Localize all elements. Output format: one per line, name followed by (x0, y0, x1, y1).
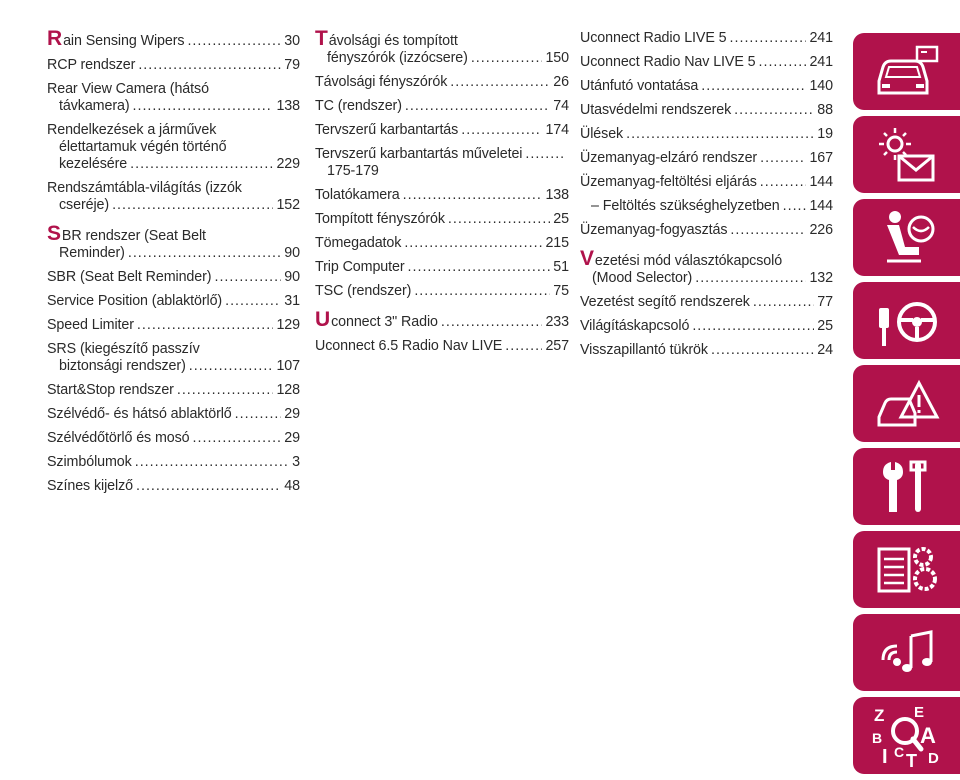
index-entry (47, 269, 300, 286)
index-page-number: 29 (284, 430, 300, 446)
index-entry (580, 54, 833, 71)
index-page-number: 140 (809, 78, 833, 94)
tab-emergency[interactable] (853, 365, 960, 442)
index-page-number: 75 (553, 283, 569, 299)
index-page-number: 174 (545, 122, 569, 138)
index-entry-label: Szélvédő- és hátsó ablaktörlő (47, 406, 232, 422)
dot-leader (177, 382, 274, 399)
dot-leader (414, 283, 550, 300)
index-entry (580, 150, 833, 167)
index-page-number: 167 (809, 150, 833, 166)
key-steering-wheel-icon (873, 290, 941, 352)
index-page-number: 88 (817, 102, 833, 118)
index-page-number: 138 (276, 98, 300, 114)
dot-leader (128, 245, 281, 262)
index-entry (315, 259, 569, 276)
index-page-number: 31 (284, 293, 300, 309)
index-page-number: 77 (817, 294, 833, 310)
index-entry (580, 126, 833, 143)
index-entry (580, 342, 833, 359)
tab-safety[interactable] (853, 199, 960, 276)
index-letter-e: E (913, 703, 924, 721)
index-page-number: 79 (284, 57, 300, 73)
index-letter-b: B (871, 729, 882, 746)
index-page-number: 25 (817, 318, 833, 334)
dot-leader (448, 211, 550, 228)
index-entry (580, 222, 833, 239)
dot-leader (403, 187, 543, 204)
index-page-number: 129 (276, 317, 300, 333)
index-entry-label: ezetési mód választókapcsoló (594, 253, 783, 269)
index-entry (315, 338, 569, 355)
wrench-icon (873, 456, 941, 518)
index-entry (315, 308, 569, 331)
tab-starting-driving[interactable] (853, 282, 960, 359)
index-entry-label: (Mood Selector) (592, 270, 693, 286)
index-entry (315, 98, 569, 115)
index-entry-label: Vezetést segítő rendszerek (580, 294, 750, 310)
index-entry-label: cseréje) (59, 197, 110, 213)
index-entry (315, 27, 569, 67)
index-entry-label: Szélvédőtörlő és mosó (47, 430, 190, 446)
dot-leader (760, 150, 806, 167)
index-entry-label: 175-179 (327, 163, 379, 179)
dot-leader (137, 317, 274, 334)
index-entry-label: TSC (rendszer) (315, 283, 412, 299)
index-entry-label: SBR (Seat Belt Reminder) (47, 269, 212, 285)
index-entry (47, 406, 300, 423)
index-entry-label: Start&Stop rendszer (47, 382, 174, 398)
index-entry-label: Reminder) (59, 245, 125, 261)
dot-leader (692, 318, 814, 335)
index-entry-label: Tervszerű karbantartás műveletei (315, 146, 523, 162)
index-page-number: 51 (553, 259, 569, 275)
index-entry-label: Utánfutó vontatása (580, 78, 699, 94)
index-entry (315, 187, 569, 204)
tab-alphabetical-index[interactable] (853, 697, 960, 774)
index-entry-label: Tervszerű karbantartás (315, 122, 459, 138)
dot-leader (783, 198, 807, 215)
dot-leader (405, 98, 550, 115)
index-entry-label: Üzemanyag-feltöltési eljárás (580, 174, 757, 190)
index-page-number: 138 (545, 187, 569, 203)
dot-leader (187, 33, 281, 50)
index-entry-label: élettartamuk végén történő (59, 139, 227, 155)
index-page-number: 150 (545, 50, 569, 66)
index-entry (315, 122, 569, 139)
index-page-number: 29 (284, 406, 300, 422)
index-page-number: 107 (276, 358, 300, 374)
dot-leader (759, 54, 807, 71)
index-page-number: 226 (809, 222, 833, 238)
index-page-number: 30 (284, 33, 300, 49)
index-entry-label: távkamera) (59, 98, 130, 114)
index-entry (47, 81, 300, 115)
index-entry-label: Tolatókamera (315, 187, 400, 203)
dot-leader (461, 122, 542, 139)
tab-maintenance[interactable] (853, 448, 960, 525)
index-entry (315, 211, 569, 228)
multimedia-music-icon (873, 622, 941, 684)
index-initial-letter: S (47, 222, 61, 245)
index-entry-label: Világításkapcsoló (580, 318, 690, 334)
index-entry (47, 293, 300, 310)
seat-airbag-icon (873, 207, 941, 269)
index-page-number: 241 (809, 54, 833, 70)
dot-leader (135, 454, 289, 471)
index-page-number: 152 (276, 197, 300, 213)
dot-leader (133, 98, 274, 115)
index-entry-label: Rendelkezések a járművek (47, 122, 217, 138)
index-entry (47, 430, 300, 447)
index-entry-label: Tompított fényszórók (315, 211, 445, 227)
dot-leader (471, 50, 543, 67)
dot-leader (189, 358, 274, 375)
tab-car-dashboard[interactable] (853, 33, 960, 110)
index-letter-c: C (893, 743, 904, 760)
index-page-number: 48 (284, 478, 300, 494)
chapter-tabs-sidebar (853, 33, 960, 780)
warning-light-envelope-icon (873, 124, 941, 186)
index-page-number: 24 (817, 342, 833, 358)
index-entry (580, 198, 833, 215)
index-letter-d: D (927, 749, 939, 767)
dot-leader (112, 197, 273, 214)
dot-leader (235, 406, 282, 423)
index-entry-label: – Feltöltés szükséghelyzetben (591, 198, 780, 214)
index-entry (580, 78, 833, 95)
specifications-gears-icon (873, 539, 941, 601)
index-entry (47, 341, 300, 375)
index-entry-label: TC (rendszer) (315, 98, 402, 114)
index-initial-letter: R (47, 27, 63, 50)
index-entry-label: Uconnect Radio Nav LIVE 5 (580, 54, 756, 70)
index-entry-label: Távolsági fényszórók (315, 74, 448, 90)
index-letter-i: I (881, 745, 888, 768)
index-entry-label: Ülések (580, 126, 624, 142)
index-entry-label: Rear View Camera (hátsó (47, 81, 209, 97)
index-entry-label: Színes kijelző (47, 478, 134, 494)
dot-leader (136, 478, 281, 495)
index-entry-label: Üzemanyag-fogyasztás (580, 222, 728, 238)
index-entry (580, 294, 833, 311)
index-entry-label: ain Sensing Wipers (63, 33, 185, 49)
index-entry-label: fényszórók (izzócsere) (327, 50, 468, 66)
index-entry (47, 317, 300, 334)
index-entry-label: Visszapillantó tükrök (580, 342, 708, 358)
index-page-number: 19 (817, 126, 833, 142)
tab-specifications[interactable] (853, 531, 960, 608)
dot-leader (711, 342, 814, 359)
dot-leader (734, 102, 814, 119)
index-entry (315, 146, 569, 180)
index-entry (47, 478, 300, 495)
index-entry (580, 102, 833, 119)
index-column-2 (315, 27, 569, 362)
dot-leader (138, 57, 281, 74)
index-column-3 (580, 30, 833, 366)
dot-leader (753, 294, 814, 311)
index-page-number: 26 (553, 74, 569, 90)
dot-leader (730, 222, 806, 239)
index-entry-label: Üzemanyag-elzáró rendszer (580, 150, 758, 166)
index-entry-label: Speed Limiter (47, 317, 134, 333)
breakdown-warning-icon (873, 373, 941, 435)
tab-warning-lights[interactable] (853, 116, 960, 193)
index-entry (580, 247, 833, 287)
index-page-number: 215 (545, 235, 569, 251)
dot-leader (525, 146, 566, 163)
index-entry (315, 74, 569, 91)
index-entry-label: Utasvédelmi rendszerek (580, 102, 732, 118)
index-letter-t: T (905, 750, 917, 769)
index-entry-label: connect 3" Radio (331, 314, 438, 330)
dot-leader (225, 293, 281, 310)
index-entry-label: Rendszámtábla-világítás (izzók (47, 180, 242, 196)
index-entry-label: ávolsági és tompított (328, 33, 458, 49)
index-page-number: 241 (809, 30, 833, 46)
index-entry-label: biztonsági rendszer) (59, 358, 186, 374)
index-letter-z: Z (873, 705, 884, 725)
dot-leader (408, 259, 551, 276)
tab-multimedia[interactable] (853, 614, 960, 691)
index-page-number: 233 (545, 314, 569, 330)
dot-leader (450, 74, 550, 91)
index-entry (315, 235, 569, 252)
index-entry (580, 30, 833, 47)
dot-leader (214, 269, 281, 286)
index-initial-letter: U (315, 308, 331, 331)
dot-leader (626, 126, 814, 143)
index-page-number: 144 (809, 198, 833, 214)
index-page-number: 128 (276, 382, 300, 398)
index-entry (47, 180, 300, 214)
index-initial-letter: V (580, 247, 594, 270)
index-entry (580, 318, 833, 335)
index-page-number: 257 (545, 338, 569, 354)
index-entry (47, 382, 300, 399)
index-page-number: 229 (276, 156, 300, 172)
index-entry (47, 57, 300, 74)
index-entry-label: Szimbólumok (47, 454, 132, 470)
dot-leader (695, 270, 806, 287)
dot-leader (404, 235, 542, 252)
index-entry-label: SRS (kiegészítő passzív (47, 341, 200, 357)
index-entry-label: BR rendszer (Seat Belt (61, 228, 206, 244)
alphabetical-index-icon (870, 703, 944, 769)
index-entry (47, 222, 300, 262)
index-column-1 (47, 27, 300, 502)
dot-leader (441, 314, 543, 331)
car-dashboard-icon (873, 41, 941, 103)
index-page-number: 3 (292, 454, 300, 470)
dot-leader (730, 30, 807, 47)
dot-leader (701, 78, 806, 95)
index-entry-label: Uconnect Radio LIVE 5 (580, 30, 727, 46)
index-page-number: 74 (553, 98, 569, 114)
index-entry (47, 454, 300, 471)
index-entry-label: Uconnect 6.5 Radio Nav LIVE (315, 338, 503, 354)
index-entry-label: RCP rendszer (47, 57, 136, 73)
index-letter-a: A (919, 722, 936, 748)
dot-leader (505, 338, 542, 355)
index-entry (315, 283, 569, 300)
dot-leader (760, 174, 807, 191)
index-page-number: 132 (809, 270, 833, 286)
index-page-number: 90 (284, 269, 300, 285)
index-entry (580, 174, 833, 191)
index-initial-letter: T (315, 27, 328, 50)
dot-leader (130, 156, 273, 173)
index-entry-label: kezelésére (59, 156, 128, 172)
index-page-number: 144 (809, 174, 833, 190)
index-page-number: 90 (284, 245, 300, 261)
index-entry-label: Trip Computer (315, 259, 405, 275)
index-entry (47, 122, 300, 173)
index-entry (47, 27, 300, 50)
index-page-number: 25 (553, 211, 569, 227)
dot-leader (193, 430, 282, 447)
index-entry-label: Tömegadatok (315, 235, 402, 251)
index-entry-label: Service Position (ablaktörlő) (47, 293, 223, 309)
